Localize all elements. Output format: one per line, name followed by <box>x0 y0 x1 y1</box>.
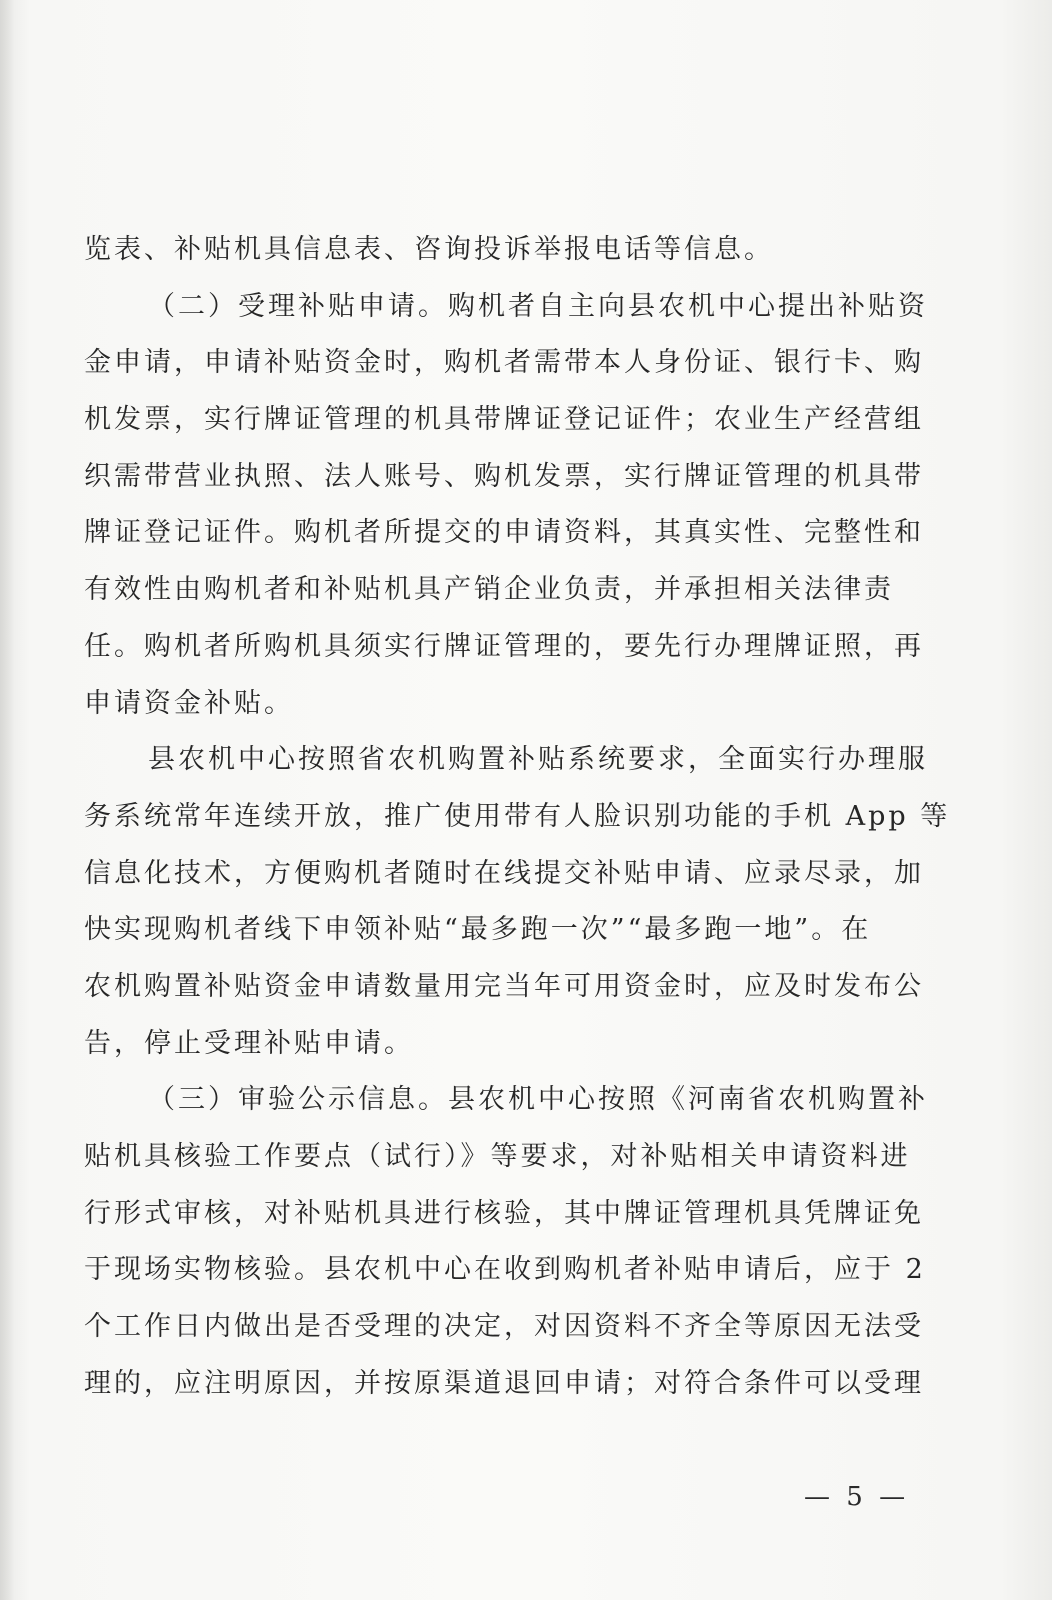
text-line <box>84 959 924 1016</box>
text-line-content: 理的，应注明原因，并按原渠道退回申请；对符合条件可以受理 <box>84 1367 924 1399</box>
text-line <box>84 676 914 733</box>
text-line <box>84 619 924 676</box>
page-edge-shadow <box>0 0 14 1600</box>
text-line <box>84 392 924 449</box>
page-number: — 5 — <box>804 1482 910 1512</box>
text-line-content: 织需带营业执照、法人账号、购机发票，实行牌证管理的机具带 <box>84 460 924 492</box>
text-line <box>84 505 924 562</box>
text-line-content: 告，停止受理补贴申请。 <box>84 1027 414 1059</box>
text-line-content: 农机购置补贴资金申请数量用完当年可用资金时，应及时发布公 <box>84 970 924 1002</box>
document-body <box>84 222 951 1412</box>
text-line-content: 务系统常年连续开放，推广使用带有人脸识别功能的手机 App 等 <box>84 800 951 832</box>
text-line <box>84 1299 924 1356</box>
text-line-content: 快实现购机者线下申领补贴“最多跑一次”“最多跑一地”。在 <box>84 914 872 946</box>
text-line-content: （二）受理补贴申请。购机者自主向县农机中心提出补贴资 <box>148 290 928 322</box>
text-line <box>84 335 924 392</box>
text-line <box>84 902 914 959</box>
text-line-content: 县农机中心按照省农机购置补贴系统要求，全面实行办理服 <box>148 744 928 776</box>
text-line-content: （三）审验公示信息。县农机中心按照《河南省农机购置补 <box>148 1084 928 1116</box>
text-line-content: 于现场实物核验。县农机中心在收到购机者补贴申请后，应于 2 <box>84 1254 926 1286</box>
text-line <box>84 1072 928 1129</box>
text-line-content: 信息化技术，方便购机者随时在线提交补贴申请、应录尽录，加 <box>84 857 924 889</box>
text-line-content: 行形式审核，对补贴机具进行核验，其中牌证管理机具凭牌证免 <box>84 1197 924 1229</box>
text-line <box>84 562 914 619</box>
text-line-content: 机发票，实行牌证管理的机具带牌证登记证件；农业生产经营组 <box>84 404 924 436</box>
text-line <box>84 1356 924 1413</box>
text-line-content: 任。购机者所购机具须实行牌证管理的，要先行办理牌证照，再 <box>84 630 924 662</box>
text-line-content: 贴机具核验工作要点（试行）》等要求，对补贴相关申请资料进 <box>84 1141 911 1172</box>
text-line-content: 牌证登记证件。购机者所提交的申请资料，其真实性、完整性和 <box>84 517 924 549</box>
text-line-content: 有效性由购机者和补贴机具产销企业负责，并承担相关法律责 <box>84 574 894 606</box>
text-line <box>84 222 914 279</box>
text-line <box>84 1186 924 1243</box>
text-line-content: 览表、补贴机具信息表、咨询投诉举报电话等信息。 <box>84 234 774 265</box>
text-line <box>84 449 924 506</box>
text-line <box>84 279 928 336</box>
text-line-content: 申请资金补贴。 <box>84 687 294 719</box>
text-line <box>84 1242 926 1299</box>
text-line <box>84 1129 914 1186</box>
text-line-content: 个工作日内做出是否受理的决定，对因资料不齐全等原因无法受 <box>84 1311 924 1343</box>
text-line-content: 金申请，申请补贴资金时，购机者需带本人身份证、银行卡、购 <box>84 347 924 379</box>
text-line <box>84 789 951 846</box>
text-line <box>84 732 928 789</box>
text-line <box>84 846 924 903</box>
text-line <box>84 1016 914 1073</box>
